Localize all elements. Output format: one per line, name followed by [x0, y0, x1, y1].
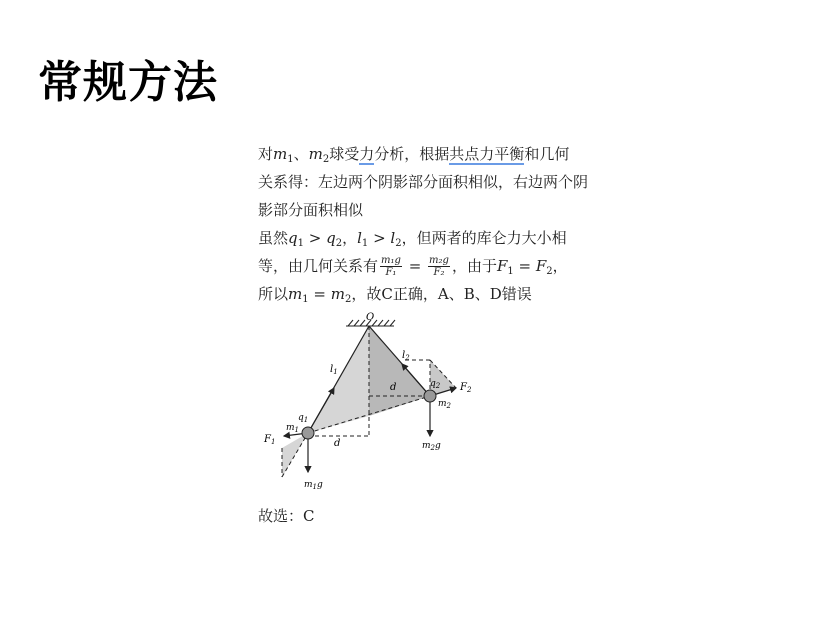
text: 分析，根据 — [374, 145, 450, 163]
math-var: $q_2$ — [326, 229, 343, 249]
math-var: $F_2$ — [535, 257, 553, 277]
solution-line-4 — [258, 224, 598, 252]
text: ，故 — [351, 285, 382, 303]
text: ，由于 — [451, 257, 497, 275]
text: 错误 — [501, 285, 532, 303]
label-l2: $l_2$ — [402, 350, 410, 362]
answer-label: 故选： — [258, 507, 304, 525]
text: 虽然 — [258, 229, 289, 247]
solution-line-5 — [258, 252, 598, 280]
answer-choice: C — [303, 507, 315, 525]
text: ， — [342, 229, 358, 247]
text: 和几何 — [524, 145, 570, 163]
fraction-m1g-over-f1: $\frac{\text{m₁g}}{\text{F₁}}$ — [381, 255, 401, 278]
text: ，但两者的库仑力大小相 — [401, 229, 567, 247]
option-letter: B — [463, 285, 475, 303]
math-op: > — [304, 229, 327, 247]
math-op: = — [403, 257, 427, 275]
answer-line — [258, 502, 315, 530]
page-title: 常规方法 — [38, 57, 218, 108]
right-shaded-triangle-lower — [430, 360, 456, 396]
label-l1: $l_1$ — [330, 364, 338, 376]
solution-text — [258, 140, 598, 308]
math-var: $l_2$ — [390, 229, 402, 249]
label-m2: $m_2$ — [438, 399, 452, 410]
fraction-m2g-over-f2: $\frac{\text{m₂g}}{\text{F₂}}$ — [429, 255, 449, 278]
solution-line-2: 关系得：左边两个阴影部分面积相似，右边两个阴 — [258, 173, 589, 191]
solution-line-3: 影部分面积相似 — [258, 201, 364, 219]
math-var: $m_2$ — [308, 145, 330, 165]
text: 对 — [258, 145, 274, 163]
text: 等，由几何关系有 — [258, 257, 379, 275]
label-m1: $m_1$ — [286, 423, 300, 434]
label-O: O — [366, 312, 375, 323]
label-F2: $F_2$ — [460, 382, 472, 394]
text: 、 — [474, 285, 490, 303]
text: ， — [552, 257, 568, 275]
label-q2: $q_2$ — [430, 379, 441, 390]
text: 所以 — [258, 285, 289, 303]
math-var: $m_1$ — [288, 285, 309, 305]
ball-m1 — [302, 427, 314, 439]
math-var: $l_1$ — [357, 229, 369, 249]
text: 球受 — [329, 145, 360, 163]
ball-m2 — [424, 390, 436, 402]
math-var: $F_1$ — [496, 257, 514, 277]
solution-line-6 — [258, 280, 598, 308]
option-letter: A — [437, 285, 449, 303]
math-var: $m_1$ — [273, 145, 294, 165]
math-var: $m_2$ — [330, 285, 352, 305]
math-op: > — [368, 229, 391, 247]
text: 正确， — [392, 285, 438, 303]
label-m2g: $m_2g$ — [422, 441, 441, 452]
label-d-left: d — [334, 438, 341, 449]
math-op: = — [513, 257, 536, 275]
solution-line-1 — [258, 140, 598, 168]
label-m1g: $m_1g$ — [304, 480, 323, 491]
option-letter: C — [381, 285, 393, 303]
text: 、 — [448, 285, 464, 303]
text: 、 — [293, 145, 309, 163]
underlined-text: 力 — [359, 145, 375, 163]
label-d-right: d — [390, 382, 397, 393]
math-op: = — [308, 285, 331, 303]
right-shaded-triangle-upper — [369, 326, 430, 416]
option-letter: D — [489, 285, 502, 303]
label-F1: $F_1$ — [264, 434, 276, 446]
label-q1: $q_1$ — [298, 413, 309, 424]
underlined-text: 共点力平衡 — [449, 145, 525, 163]
physics-diagram — [258, 308, 488, 498]
math-var: $q_1$ — [288, 229, 304, 249]
